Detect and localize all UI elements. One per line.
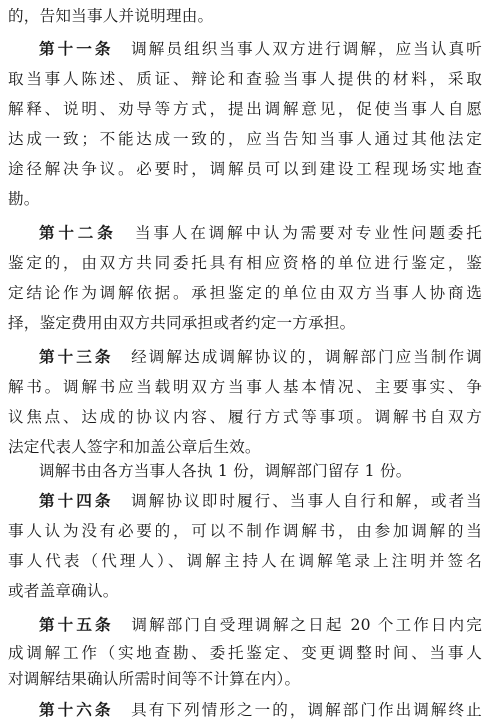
text-line: 当事人在调解中认为需要对专业性问题委托 [135,224,482,242]
text-line: 调解员组织当事人双方进行调解，应当认真听 [131,40,482,58]
text-line: 对调解结果确认所需时间等不计算在内）。 [8,670,301,688]
text-line: 法定代表人签字和加盖公章后生效。 [8,438,261,456]
article-13-first-line [8,344,482,370]
text-line: 的，告知当事人并说明理由。 [8,7,214,25]
article-14-first-line [8,488,482,514]
text-line: 达成一致；不能达成一致的，应当告知当事人通过其他法定 [8,130,482,148]
text-line: 鉴定的，由双方共同委托具有相应资格的单位进行鉴定，鉴 [8,254,482,272]
text-line: 具有下列情形之一的，调解部门作出调解终止 [131,701,482,719]
article-heading: 第十五条 [39,615,114,634]
article-12-first-line [8,220,482,246]
article-heading: 第十一条 [39,39,114,58]
text-line: 或者盖章确认。 [8,582,119,600]
article-heading: 第十六条 [39,700,114,719]
article-heading: 第十三条 [39,347,114,366]
text-line: 调解部门自受理调解之日起 20 个工作日内完 [131,616,483,634]
text-line: 调解协议即时履行、当事人自行和解，或者当 [131,492,482,510]
text-line: 解释、说明、劝导等方式，提出调解意见，促使当事人自愿 [8,100,482,118]
text-line: 解书。调解书应当载明双方当事人基本情况、主要事实、争 [8,378,482,396]
text-line: 途径解决争议。必要时，调解员可以到建设工程现场实地查 [8,160,482,178]
text-line: 成调解工作（实地查勘、委托鉴定、变更调整时间、当事人 [8,644,482,662]
text-line: 事人认为没有必要的，可以不制作调解书，由参加调解的当 [8,522,482,540]
article-16-first-line [8,697,482,723]
article-heading: 第十二条 [39,223,117,242]
article-heading: 第十四条 [39,491,114,510]
text-line: 勘。 [8,190,40,208]
text-line: 事人代表（代理人）、调解主持人在调解笔录上注明并签名 [8,552,482,570]
text-line: 定结论作为调解依据。承担鉴定的单位由双方当事人协商选 [8,284,482,302]
article-11-first-line [8,36,482,62]
article-15-first-line [8,612,482,638]
text-line: 取当事人陈述、质证、辩论和查验当事人提供的材料，采取 [8,70,482,88]
text-line: 经调解达成调解协议的，调解部门应当制作调 [131,348,482,366]
text-line: 择，鉴定费用由双方共同承担或者约定一方承担。 [8,314,356,332]
text-line: 议焦点、达成的协议内容、履行方式等事项。调解书自双方 [8,408,482,426]
text-line: 调解书由各方当事人各执 1 份，调解部门留存 1 份。 [39,462,412,480]
